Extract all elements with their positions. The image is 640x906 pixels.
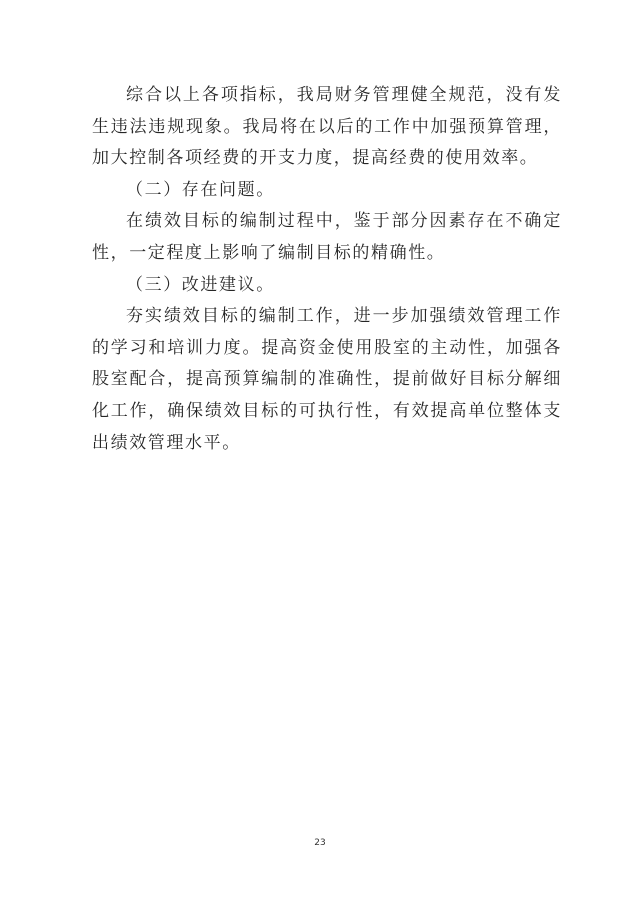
heading-existing-problems: （二）存在问题。 <box>126 179 275 200</box>
paragraph-suggestions: 夯实绩效目标的编制工作，进一步加强绩效管理工作的学习和培训力度。提高资金使用股室的主动性，加强各股室配合，提高预算编制的准确性，提前做好目标分解细化工作，确保绩效目标的可执行性，有效提高单位整体支出绩效管理水平。 <box>92 306 562 453</box>
page-number: 23 <box>314 838 326 848</box>
body-text <box>92 80 562 459</box>
paragraph-problems: 在绩效目标的编制过程中，鉴于部分因素存在不确定性，一定程度上影响了编制目标的精确性。 <box>92 211 562 263</box>
heading-improvement-suggestions: （三）改进建议。 <box>126 274 275 295</box>
paragraph-summary: 综合以上各项指标，我局财务管理健全规范，没有发生违法违规现象。我局将在以后的工作中加强预算管理，加大控制各项经费的开支力度，提高经费的使用效率。 <box>92 85 562 169</box>
